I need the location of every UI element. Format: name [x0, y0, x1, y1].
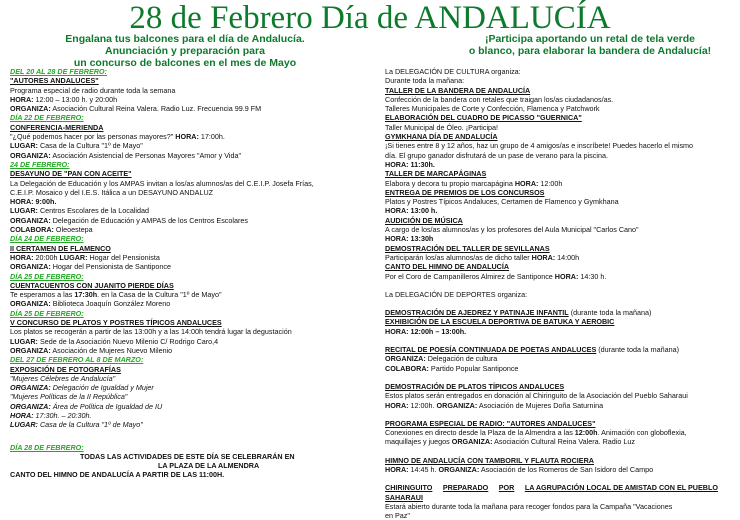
event-text: [385, 364, 730, 373]
event-date: DEL 27 DE FEBRERO AL 8 DE MARZO:: [10, 355, 144, 365]
right-column: [385, 67, 730, 520]
value: 12:00h.: [408, 400, 437, 410]
spacer: [385, 373, 730, 382]
value: 14:00h: [555, 252, 580, 262]
section-intro: La DELEGACIÓN DE CULTURA organiza:: [385, 67, 521, 76]
event-text: Confección de la bandera con retales que traigan los/as ciudadanos/as.: [385, 94, 614, 104]
label: ORGANIZA:: [385, 354, 426, 364]
event-text: Estos platos serán entregados en donación al Chiringuito de la Asociación del Pueblo Saharaui: [385, 391, 688, 401]
event-text: [10, 141, 370, 150]
value: Sede de la Asociación Nuevo Milenio C/ Rodrigo Caro,4: [37, 336, 219, 346]
event-heading: DESAYUNO DE "PAN CON ACEITE": [10, 169, 132, 179]
spacer: [385, 410, 730, 419]
event-heading: TALLER DE MARCAPÁGINAS: [385, 169, 487, 179]
event-heading: PROGRAMA ESPECIAL DE RADIO: "AUTORES ANDALUCES": [385, 418, 596, 428]
heading-word: PREPARADO: [442, 483, 489, 493]
heading-word: CHIRINGUITO: [385, 483, 433, 493]
event-heading: CANTO DEL HIMNO DE ANDALUCÍA: [385, 262, 510, 272]
value: (durante toda la mañana): [568, 308, 652, 318]
event-heading: GYMKHANA DÍA DE ANDALUCÍA: [385, 132, 498, 142]
event-heading: SAHARAUI: [385, 492, 423, 502]
label: LUGAR:: [10, 420, 38, 430]
value: Te esperamos a las: [10, 290, 75, 300]
event-heading: "AUTORES ANDALUCES": [10, 76, 99, 86]
label: HORA:: [554, 271, 579, 281]
event-heading: V CONCURSO DE PLATOS Y POSTRES TÍPICOS ANDALUCES: [10, 318, 222, 328]
subtitle-line: Anunciación y preparación para: [105, 45, 265, 57]
event-text: [385, 354, 730, 363]
value: Delegación de Educación y AMPAS de los Centros Escolares: [50, 215, 248, 225]
spacer: [385, 447, 730, 456]
spacer: [385, 336, 730, 345]
value: Delegación de Igualdad y Mujer: [50, 383, 154, 393]
label: HORA:: [514, 178, 539, 188]
event-heading: EXHIBICIÓN DE LA ESCUELA DEPORTIVA DE BATUKA Y AEROBIC: [385, 317, 615, 327]
event-text: [10, 420, 370, 429]
value: Elabora y decora tu propio marcapágina: [385, 178, 515, 188]
event-text: [10, 337, 370, 346]
label: COLABORA:: [385, 363, 429, 373]
label: ORGANIZA:: [10, 299, 51, 309]
final-note: TODAS LAS ACTIVIDADES DE ESTE DÍA SE CELEBRARÁN EN: [80, 451, 295, 461]
event-text: [10, 383, 370, 392]
event-text: [385, 401, 730, 410]
label: ORGANIZA:: [10, 150, 51, 160]
event-date: DÍA 28 DE FEBRERO:: [10, 442, 84, 452]
value: Hogar del Pensionista: [87, 252, 160, 262]
label: ORGANIZA:: [10, 104, 51, 114]
value: Asociación de Mujeres Doña Saturnina: [477, 400, 604, 410]
event-date: DÍA 25 DE FEBRERO:: [10, 308, 84, 318]
label: LUGAR:: [59, 252, 88, 262]
label: LUGAR:: [10, 206, 38, 216]
page-title: 28 de Febrero Día de ANDALUCÍA: [129, 0, 611, 36]
event-text: Los platos se recogerán a partir de las 13:00h y a las 14:00h tendrá lugar la degustación: [10, 327, 292, 337]
event-text: [385, 308, 730, 317]
event-text: [385, 437, 730, 446]
spacer: [385, 281, 730, 290]
event-text: HORA: 13:30h: [385, 234, 434, 244]
label: ORGANIZA:: [10, 401, 51, 411]
label: LUGAR:: [10, 336, 38, 346]
value: (durante toda la mañana): [596, 345, 679, 355]
section-intro: Durante toda la mañana:: [385, 76, 465, 86]
event-text: [385, 179, 730, 188]
value: Asociación Cultural Reina Valera. Radio Luz: [492, 437, 635, 447]
event-heading: ELABORACIÓN DEL CUADRO DE PICASSO "GUERNICA": [385, 113, 582, 123]
event-text: [10, 95, 370, 104]
event-text: [10, 346, 370, 355]
event-heading: DEMOSTRACIÓN DE AJEDREZ Y PATINAJE INFANTIL: [385, 308, 569, 318]
label: HORA:: [10, 410, 34, 420]
label: COLABORA:: [10, 225, 54, 235]
event-text: [385, 428, 730, 437]
event-date: 24 DE FEBRERO:: [10, 159, 70, 169]
value: Conexiones en directo desde la Plaza de la Almendra a las: [385, 428, 575, 438]
value: Biblioteca Joaquín González Moreno: [50, 299, 171, 309]
value: Oleoestepa: [53, 225, 93, 235]
label: HORA:: [531, 252, 556, 262]
label: ORGANIZA:: [436, 400, 478, 410]
spacer: [385, 474, 730, 483]
heading-word: POR: [498, 483, 515, 493]
left-column: [10, 67, 370, 480]
event-heading: RECITAL DE POESÍA CONTINUADA DE POETAS ANDALUCES: [385, 345, 597, 355]
event-text: [10, 299, 370, 308]
spacer: [10, 430, 370, 439]
event-text: La Delegación de Educación y los AMPAS invitan a los/as alumnos/as del C.E.I.P. Josefa Frías,: [10, 178, 314, 188]
event-text: Programa especial de radio durante toda la semana: [10, 85, 176, 95]
subtitle-right: [440, 33, 740, 57]
label: ORGANIZA:: [10, 345, 51, 355]
event-text: [10, 151, 370, 160]
final-note: LA PLAZA DE LA ALMENDRA: [158, 461, 260, 471]
event-text: día. El grupo ganador disfrutará de un pase de verano para la piscina.: [385, 150, 608, 160]
value: "¿Qué podemos hacer por las personas mayores?": [10, 132, 174, 142]
spacer: [385, 299, 730, 308]
label: HORA:: [385, 400, 409, 410]
subtitle-line: ¡Participa aportando un retal de tela verde: [484, 33, 696, 45]
value: Asociación Asistencial de Personas Mayores "Amor y Vida": [50, 150, 242, 160]
label: ORGANIZA:: [10, 262, 51, 272]
event-text: HORA: 11:30h.: [385, 159, 435, 169]
event-text: HORA: 9:00h.: [10, 197, 57, 207]
event-heading: CONFERENCIA-MERIENDA: [10, 122, 104, 132]
value: 14:45 h.: [408, 464, 439, 474]
event-heading: HIMNO DE ANDALUCÍA CON TAMBORIL Y FLAUTA ROCIERA: [385, 455, 594, 465]
event-text: [10, 411, 370, 420]
value: 17:00h.: [198, 132, 225, 142]
value: Participarán los/as alumnos/as de dicho taller: [385, 252, 532, 262]
value: Casa de la Cultura "1º de Mayo": [37, 420, 143, 430]
value: Hogar del Pensionista de Santiponce: [50, 262, 172, 272]
event-text: [10, 253, 370, 262]
event-heading: [385, 483, 730, 492]
section-intro: La DELEGACIÓN DE DEPORTES organiza:: [385, 289, 528, 299]
event-text: A cargo de los/as alumnos/as y los profesores del Aula Municipal "Carlos Cano": [385, 225, 639, 235]
event-text: Estará abierto durante toda la mañana para recoger fondos para la Campaña "Vacaciones: [385, 501, 673, 511]
subtitle-left: [40, 33, 330, 69]
subtitle-line: un concurso de balcones en el mes de Mayo: [73, 57, 297, 69]
event-date: DÍA 25 DE FEBRERO:: [10, 271, 84, 281]
event-text: [385, 345, 730, 354]
subtitle-line: o blanco, para elaborar la bandera de Andalucía!: [468, 45, 712, 57]
event-text: [385, 253, 730, 262]
value: maquillajes y juegos: [385, 437, 452, 447]
value: 14:30 h.: [578, 271, 607, 281]
label: LUGAR:: [10, 141, 38, 151]
value: 17:30h. – 20:30h.: [33, 410, 92, 420]
event-text: [10, 104, 370, 113]
value: Centros Escolares de la Localidad: [37, 206, 150, 216]
event-text: [10, 225, 370, 234]
event-text: HORA: 12:00h – 13:00h.: [385, 326, 467, 336]
value: 12:00 – 13:00 h. y 20:00h: [33, 94, 118, 104]
event-text: [10, 206, 370, 215]
value: Delegación de cultura: [425, 354, 498, 364]
event-text: C.E.I.P. Mosaico y del I.E.S. Itálica a un DESAYUNO ANDALUZ: [10, 187, 214, 197]
event-heading: EXPOSICIÓN DE FOTOGRAFÍAS: [10, 364, 121, 374]
heading-word: LA AGRUPACIÓN LOCAL DE AMISTAD CON EL PUEBLO: [524, 483, 718, 493]
event-date: DÍA 24 DE FEBRERO:: [10, 234, 84, 244]
event-text: [10, 290, 370, 299]
event-date: DEL 20 AL 28 DE FEBRERO:: [10, 67, 107, 76]
label: HORA:: [10, 94, 34, 104]
subtitle-line: Engalana tus balcones para el día de Andalucía.: [65, 33, 305, 45]
label: 12:00h: [574, 428, 598, 438]
label: 17:30h: [74, 290, 98, 300]
event-text: Platos y Postres Típicos Andaluces, Certamen de Flamenco y Gymkhana: [385, 197, 619, 207]
event-text: [385, 465, 730, 474]
label: HORA:: [10, 252, 34, 262]
event-heading: TALLER DE LA BANDERA DE ANDALUCÍA: [385, 85, 531, 95]
event-text: "Mujeres Célebres de Andalucía": [10, 373, 116, 383]
event-date: DÍA 22 DE FEBRERO:: [10, 113, 84, 123]
value: Por el Coro de Campanilleros Almirez de Santiponce: [385, 271, 555, 281]
final-note: CANTO DEL HIMNO DE ANDALUCÍA A PARTIR DE LAS 11:00H.: [10, 470, 225, 480]
label: ORGANIZA:: [438, 464, 480, 474]
label: ORGANIZA:: [10, 215, 51, 225]
event-text: Talleres Municipales de Corte y Confección, Flamenca y Patchwork: [385, 104, 600, 114]
event-text: [10, 216, 370, 225]
label: ORGANIZA:: [10, 383, 51, 393]
event-heading: DEMOSTRACIÓN DEL TALLER DE SEVILLANAS: [385, 243, 550, 253]
label: HORA:: [173, 132, 199, 142]
value: 12:00h: [538, 178, 563, 188]
event-text: HORA: 13:00 h.: [385, 206, 438, 216]
event-text: en Paz": [385, 511, 410, 520]
event-text: ¡Si tienes entre 8 y 12 años, haz un grupo de 4 amigos/as e inscríbete! Puedes hacerlo el mismo: [385, 141, 694, 151]
label: HORA:: [385, 464, 409, 474]
event-text: [10, 132, 370, 141]
event-heading: DEMOSTRACIÓN DE PLATOS TÍPICOS ANDALUCES: [385, 381, 565, 391]
event-heading: AUDICIÓN DE MÚSICA: [385, 215, 463, 225]
value: . en la Casa de la Cultura "1º de Mayo": [97, 290, 222, 300]
event-heading: ENTREGA DE PREMIOS DE LOS CONCURSOS: [385, 187, 545, 197]
event-text: [10, 262, 370, 271]
value: Asociación de los Romeros de San Isidoro del Campo: [479, 464, 654, 474]
value: Área de Política de Igualdad de IU: [50, 401, 163, 411]
event-text: "Mujeres Políticas de la II República": [10, 392, 128, 402]
event-heading: CUENTACUENTOS CON JUANITO PIERDE DÍAS: [10, 280, 174, 290]
event-heading: II CERTAMEN DE FLAMENCO: [10, 243, 111, 253]
value: Asociación de Mujeres Nuevo Milenio: [50, 345, 173, 355]
value: Casa de la Cultura "1º de Mayo": [37, 141, 143, 151]
event-text: [10, 402, 370, 411]
value: . Animación con globoflexia,: [597, 428, 687, 438]
value: 20:00h: [33, 252, 60, 262]
label: ORGANIZA:: [451, 437, 493, 447]
event-text: [385, 272, 730, 281]
event-text: Taller Municipal de Óleo. ¡Participa!: [385, 122, 499, 132]
value: Partido Popular Santiponce: [428, 363, 519, 373]
value: Asociación Cultural Reina Valera. Radio Luz. Frecuencia 99.9 FM: [50, 104, 262, 114]
